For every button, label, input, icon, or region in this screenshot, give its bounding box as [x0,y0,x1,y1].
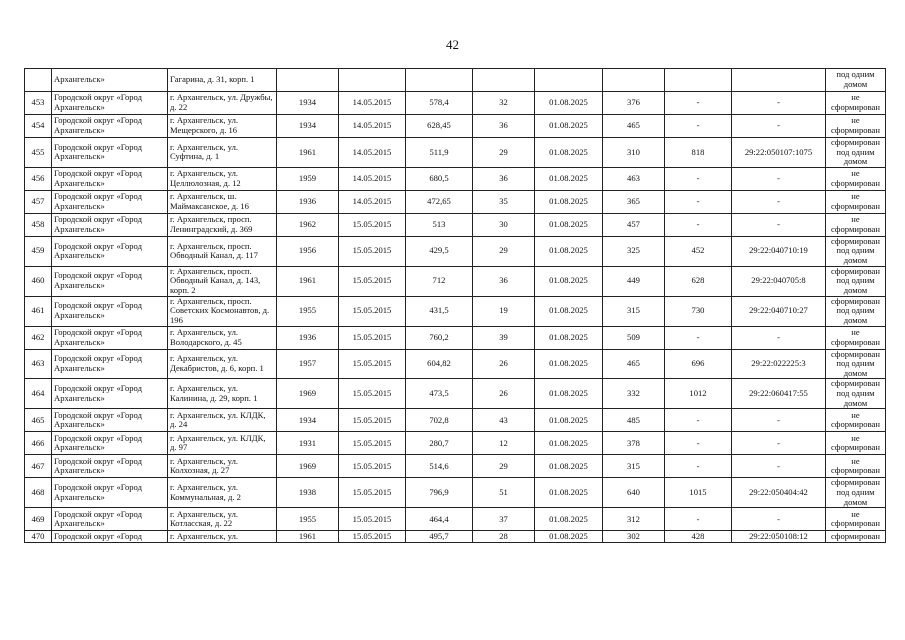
table-row [25,478,886,508]
table-row [25,138,886,168]
area-value: 378 [603,432,665,455]
living-area: 796,9 [406,478,473,508]
table-row [25,531,886,543]
land-plot-area: - [665,190,732,213]
residents-count: 39 [473,326,535,349]
residents-count: 19 [473,296,535,326]
recognition-date: 15.05.2015 [339,508,406,531]
living-area: 429,5 [406,236,473,266]
living-area: 495,7 [406,531,473,543]
living-area: 464,4 [406,508,473,531]
municipality-name: Городской округ «Город Архангельск» [52,379,168,409]
land-plot-area: 428 [665,531,732,543]
area-value: 310 [603,138,665,168]
recognition-date [339,69,406,92]
construction-year: 1934 [277,92,339,115]
recognition-date: 15.05.2015 [339,478,406,508]
recognition-date: 14.05.2015 [339,138,406,168]
area-value: 640 [603,478,665,508]
construction-year: 1961 [277,138,339,168]
table-row [25,69,886,92]
house-address: г. Архангельск, ул. КЛДК, д. 24 [168,409,277,432]
planned-resettlement-date: 01.08.2025 [535,478,603,508]
land-plot-area: - [665,213,732,236]
construction-year: 1934 [277,115,339,138]
municipality-name: Городской округ «Город Архангельск» [52,190,168,213]
house-address: г. Архангельск, ул. Колхозная, д. 27 [168,455,277,478]
table-row [25,167,886,190]
construction-year: 1931 [277,432,339,455]
land-plot-area [665,69,732,92]
construction-year: 1957 [277,349,339,379]
municipality-name: Городской округ «Город Архангельск» [52,167,168,190]
area-value: 312 [603,508,665,531]
land-plot-status: сформирован под одним домом [826,379,886,409]
planned-resettlement-date: 01.08.2025 [535,326,603,349]
cadastral-number: 29:22:022225:3 [732,349,826,379]
cadastral-number: - [732,190,826,213]
construction-year [277,69,339,92]
row-number: 464 [25,379,52,409]
municipality-name: Городской округ «Город Архангельск» [52,326,168,349]
living-area: 431,5 [406,296,473,326]
house-address: г. Архангельск, ул. Декабристов, д. 6, корп. 1 [168,349,277,379]
area-value: 315 [603,296,665,326]
residents-count: 51 [473,478,535,508]
land-plot-status: не сформирован [826,213,886,236]
area-value: 465 [603,349,665,379]
row-number: 460 [25,266,52,296]
land-plot-status: сформирован под одним домом [826,236,886,266]
row-number: 458 [25,213,52,236]
construction-year: 1962 [277,213,339,236]
house-address: г. Архангельск, ул. Суфтина, д. 1 [168,138,277,168]
area-value: 376 [603,92,665,115]
municipality-name: Архангельск» [52,69,168,92]
living-area: 760,2 [406,326,473,349]
land-plot-status: сформирован под одним домом [826,296,886,326]
table-row [25,455,886,478]
residents-count: 32 [473,92,535,115]
area-value: 449 [603,266,665,296]
residents-count: 30 [473,213,535,236]
land-plot-area: - [665,326,732,349]
house-address: Гагарина, д. 31, корп. 1 [168,69,277,92]
row-number: 456 [25,167,52,190]
cadastral-number: 29:22:050108:12 [732,531,826,543]
land-plot-status: не сформирован [826,167,886,190]
living-area: 628,45 [406,115,473,138]
land-plot-area: 730 [665,296,732,326]
house-address: г. Архангельск, ул. Котласская, д. 22 [168,508,277,531]
housing-register-table [24,68,886,543]
area-value: 485 [603,409,665,432]
recognition-date: 14.05.2015 [339,190,406,213]
land-plot-status: сформирован под одним домом [826,349,886,379]
table-row [25,296,886,326]
planned-resettlement-date: 01.08.2025 [535,266,603,296]
area-value: 465 [603,115,665,138]
living-area: 511,9 [406,138,473,168]
house-address: г. Архангельск, ш. Маймаксанское, д. 16 [168,190,277,213]
residents-count: 43 [473,409,535,432]
land-plot-status: не сформирован [826,190,886,213]
municipality-name: Городской округ «Город Архангельск» [52,432,168,455]
area-value: 509 [603,326,665,349]
construction-year: 1934 [277,409,339,432]
land-plot-area: - [665,167,732,190]
cadastral-number: 29:22:040710:19 [732,236,826,266]
house-address: г. Архангельск, просп. Обводный Канал, д. 117 [168,236,277,266]
land-plot-area: - [665,432,732,455]
table-row [25,92,886,115]
area-value: 365 [603,190,665,213]
house-address: г. Архангельск, просп. Ленинградский, д. 369 [168,213,277,236]
land-plot-status: не сформирован [826,115,886,138]
residents-count: 29 [473,455,535,478]
row-number: 463 [25,349,52,379]
municipality-name: Городской округ «Город Архангельск» [52,115,168,138]
row-number: 465 [25,409,52,432]
land-plot-area: 452 [665,236,732,266]
recognition-date: 14.05.2015 [339,92,406,115]
planned-resettlement-date: 01.08.2025 [535,508,603,531]
row-number: 470 [25,531,52,543]
recognition-date: 15.05.2015 [339,455,406,478]
row-number: 453 [25,92,52,115]
residents-count: 35 [473,190,535,213]
municipality-name: Городской округ «Город Архангельск» [52,455,168,478]
table-body [25,69,886,543]
row-number: 459 [25,236,52,266]
planned-resettlement-date: 01.08.2025 [535,92,603,115]
construction-year: 1955 [277,296,339,326]
residents-count: 12 [473,432,535,455]
land-plot-area: 818 [665,138,732,168]
recognition-date: 15.05.2015 [339,266,406,296]
living-area: 680,5 [406,167,473,190]
living-area: 513 [406,213,473,236]
construction-year: 1936 [277,326,339,349]
living-area: 578,4 [406,92,473,115]
cadastral-number: - [732,455,826,478]
cadastral-number: 29:22:060417:55 [732,379,826,409]
planned-resettlement-date: 01.08.2025 [535,236,603,266]
cadastral-number: - [732,508,826,531]
land-plot-status: не сформирован [826,326,886,349]
living-area: 514,6 [406,455,473,478]
recognition-date: 15.05.2015 [339,409,406,432]
row-number: 468 [25,478,52,508]
cadastral-number: - [732,326,826,349]
area-value: 457 [603,213,665,236]
house-address: г. Архангельск, ул. Володарского, д. 45 [168,326,277,349]
row-number: 457 [25,190,52,213]
living-area: 280,7 [406,432,473,455]
land-plot-area: - [665,455,732,478]
planned-resettlement-date: 01.08.2025 [535,138,603,168]
planned-resettlement-date: 01.08.2025 [535,167,603,190]
land-plot-status: не сформирован [826,432,886,455]
cadastral-number: - [732,432,826,455]
residents-count: 26 [473,349,535,379]
cadastral-number: - [732,167,826,190]
area-value: 325 [603,236,665,266]
page-number: 42 [446,37,459,52]
living-area: 702,8 [406,409,473,432]
municipality-name: Городской округ «Город Архангельск» [52,349,168,379]
cadastral-number: - [732,213,826,236]
house-address: г. Архангельск, ул. КЛДК, д. 97 [168,432,277,455]
cadastral-number: 29:22:050404:42 [732,478,826,508]
residents-count: 26 [473,379,535,409]
cadastral-number: - [732,409,826,432]
cadastral-number: - [732,92,826,115]
house-address: г. Архангельск, ул. Целлюлозная, д. 12 [168,167,277,190]
recognition-date: 15.05.2015 [339,531,406,543]
recognition-date: 15.05.2015 [339,379,406,409]
row-number: 467 [25,455,52,478]
construction-year: 1936 [277,190,339,213]
land-plot-area: - [665,409,732,432]
recognition-date: 15.05.2015 [339,326,406,349]
land-plot-area: 696 [665,349,732,379]
area-value: 332 [603,379,665,409]
construction-year: 1955 [277,508,339,531]
construction-year: 1961 [277,266,339,296]
table-row [25,326,886,349]
land-plot-area: 628 [665,266,732,296]
residents-count: 36 [473,167,535,190]
planned-resettlement-date: 01.08.2025 [535,432,603,455]
row-number: 462 [25,326,52,349]
recognition-date: 15.05.2015 [339,213,406,236]
table-row [25,190,886,213]
construction-year: 1956 [277,236,339,266]
municipality-name: Городской округ «Город Архангельск» [52,296,168,326]
row-number: 461 [25,296,52,326]
table-row [25,409,886,432]
recognition-date: 15.05.2015 [339,432,406,455]
cadastral-number [732,69,826,92]
planned-resettlement-date: 01.08.2025 [535,213,603,236]
planned-resettlement-date: 01.08.2025 [535,455,603,478]
row-number: 455 [25,138,52,168]
table-row [25,349,886,379]
planned-resettlement-date: 01.08.2025 [535,379,603,409]
residents-count: 29 [473,138,535,168]
land-plot-status: сформирован под одним домом [826,478,886,508]
construction-year: 1969 [277,379,339,409]
municipality-name: Городской округ «Город Архангельск» [52,266,168,296]
recognition-date: 14.05.2015 [339,115,406,138]
residents-count: 36 [473,266,535,296]
land-plot-status: сформирован [826,531,886,543]
row-number: 469 [25,508,52,531]
construction-year: 1969 [277,455,339,478]
construction-year: 1961 [277,531,339,543]
municipality-name: Городской округ «Город [52,531,168,543]
table-row [25,379,886,409]
residents-count [473,69,535,92]
planned-resettlement-date: 01.08.2025 [535,190,603,213]
land-plot-status: сформирован под одним домом [826,138,886,168]
municipality-name: Городской округ «Город Архангельск» [52,409,168,432]
row-number: 454 [25,115,52,138]
municipality-name: Городской округ «Город Архангельск» [52,92,168,115]
cadastral-number: - [732,115,826,138]
land-plot-area: 1015 [665,478,732,508]
planned-resettlement-date: 01.08.2025 [535,349,603,379]
area-value [603,69,665,92]
house-address: г. Архангельск, просп. Советских Космонавтов, д. 196 [168,296,277,326]
land-plot-area: - [665,92,732,115]
living-area: 604,82 [406,349,473,379]
house-address: г. Архангельск, ул. Дружбы, д. 22 [168,92,277,115]
land-plot-status: не сформирован [826,409,886,432]
recognition-date: 14.05.2015 [339,167,406,190]
house-address: г. Архангельск, просп. Обводный Канал, д. 143, корп. 2 [168,266,277,296]
municipality-name: Городской округ «Город Архангельск» [52,138,168,168]
land-plot-status: сформирован под одним домом [826,266,886,296]
municipality-name: Городской округ «Город Архангельск» [52,236,168,266]
residents-count: 28 [473,531,535,543]
table-row [25,236,886,266]
living-area [406,69,473,92]
construction-year: 1959 [277,167,339,190]
table-row [25,213,886,236]
recognition-date: 15.05.2015 [339,349,406,379]
municipality-name: Городской округ «Город Архангельск» [52,508,168,531]
house-address: г. Архангельск, ул. Коммунальная, д. 2 [168,478,277,508]
construction-year: 1938 [277,478,339,508]
planned-resettlement-date: 01.08.2025 [535,531,603,543]
table-row [25,508,886,531]
recognition-date: 15.05.2015 [339,236,406,266]
table-row [25,266,886,296]
area-value: 302 [603,531,665,543]
row-number: 466 [25,432,52,455]
planned-resettlement-date: 01.08.2025 [535,296,603,326]
cadastral-number: 29:22:040705:8 [732,266,826,296]
area-value: 315 [603,455,665,478]
cadastral-number: 29:22:040710:27 [732,296,826,326]
land-plot-area: - [665,115,732,138]
table-row [25,432,886,455]
land-plot-status: не сформирован [826,508,886,531]
cadastral-number: 29:22:050107:1075 [732,138,826,168]
residents-count: 29 [473,236,535,266]
planned-resettlement-date: 01.08.2025 [535,115,603,138]
area-value: 463 [603,167,665,190]
recognition-date: 15.05.2015 [339,296,406,326]
land-plot-area: - [665,508,732,531]
row-number [25,69,52,92]
residents-count: 36 [473,115,535,138]
municipality-name: Городской округ «Город Архангельск» [52,478,168,508]
land-plot-status: не сформирован [826,455,886,478]
land-plot-status: под одним домом [826,69,886,92]
living-area: 712 [406,266,473,296]
living-area: 473,5 [406,379,473,409]
planned-resettlement-date: 01.08.2025 [535,409,603,432]
house-address: г. Архангельск, ул. Калинина, д. 29, корп. 1 [168,379,277,409]
land-plot-status: не сформирован [826,92,886,115]
house-address: г. Архангельск, ул. [168,531,277,543]
house-address: г. Архангельск, ул. Мещерского, д. 16 [168,115,277,138]
table-row [25,115,886,138]
municipality-name: Городской округ «Город Архангельск» [52,213,168,236]
residents-count: 37 [473,508,535,531]
planned-resettlement-date [535,69,603,92]
land-plot-area: 1012 [665,379,732,409]
living-area: 472,65 [406,190,473,213]
